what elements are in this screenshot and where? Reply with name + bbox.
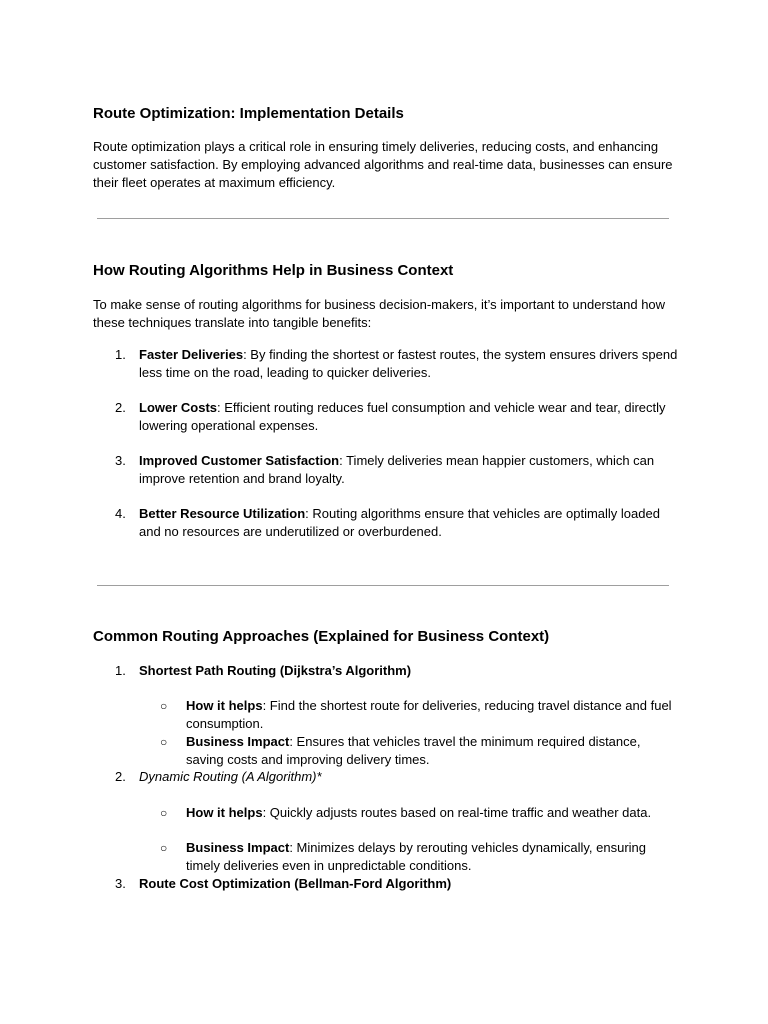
bullet-text: : Find the shortest route for deliveries, reducing travel distance and fuel consumption. [186, 698, 672, 731]
bullet-term: Business Impact [186, 840, 290, 855]
list-number: 1. [115, 347, 126, 362]
approach-heading: Route Cost Optimization (Bellman-Ford Algorithm) [139, 876, 452, 891]
item-text: : Timely deliveries mean happier customers, which can improve retention and brand loyalty. [139, 453, 655, 486]
item-text: : Routing algorithms ensure that vehicles are optimally loaded and no resources are underutilized or overburdened. [139, 506, 660, 539]
bullet-term: How it helps [186, 698, 263, 713]
list-number: 1. [115, 663, 126, 678]
bullet-text: : Ensures that vehicles travel the minimum required distance, saving costs and improving delivery times. [186, 734, 641, 767]
intro-paragraph: Route optimization plays a critical role in ensuring timely deliveries, reducing costs, and enhancing customer satisfaction. By employing advanced algorithms and real-time data, businesses can ensure their fleet operates at maximum efficiency. [93, 139, 673, 190]
item-text: : By finding the shortest or fastest routes, the system ensures drivers spend less time on the road, leading to quicker deliveries. [139, 347, 678, 380]
item-term: Better Resource Utilization [139, 506, 306, 521]
list-number: 2. [115, 400, 126, 415]
list-number: 2. [115, 769, 126, 784]
section-heading-benefits: How Routing Algorithms Help in Business Context [93, 262, 454, 279]
bullet-term: Business Impact [186, 734, 290, 749]
list-number: 3. [115, 453, 126, 468]
section-divider [97, 585, 669, 586]
item-term: Lower Costs [139, 400, 218, 415]
list-number: 4. [115, 506, 126, 521]
item-text: : Efficient routing reduces fuel consumption and vehicle wear and tear, directly lowering operational expenses. [139, 400, 666, 433]
item-term: Improved Customer Satisfaction [139, 453, 340, 468]
benefits-intro-paragraph: To make sense of routing algorithms for business decision-makers, it’s important to understand how these techniques translate into tangible benefits: [93, 297, 666, 330]
approach-heading: Dynamic Routing (A Algorithm)* [139, 769, 322, 784]
bullet-term: How it helps [186, 805, 263, 820]
bullet-text: : Minimizes delays by rerouting vehicles dynamically, ensuring timely deliveries even in unpredictable conditions. [186, 840, 647, 873]
section-heading-approaches: Common Routing Approaches (Explained for Business Context) [93, 628, 550, 645]
item-term: Faster Deliveries [139, 347, 244, 362]
circle-bullet-icon: ○ [160, 735, 168, 749]
circle-bullet-icon: ○ [160, 806, 168, 820]
section-divider [97, 218, 669, 219]
circle-bullet-icon: ○ [160, 841, 168, 855]
bullet-text: : Quickly adjusts routes based on real-time traffic and weather data. [262, 805, 652, 820]
page-title: Route Optimization: Implementation Details [93, 105, 404, 122]
circle-bullet-icon: ○ [160, 699, 168, 713]
list-number: 3. [115, 876, 126, 891]
approach-heading: Shortest Path Routing (Dijkstra’s Algorithm) [139, 663, 412, 678]
